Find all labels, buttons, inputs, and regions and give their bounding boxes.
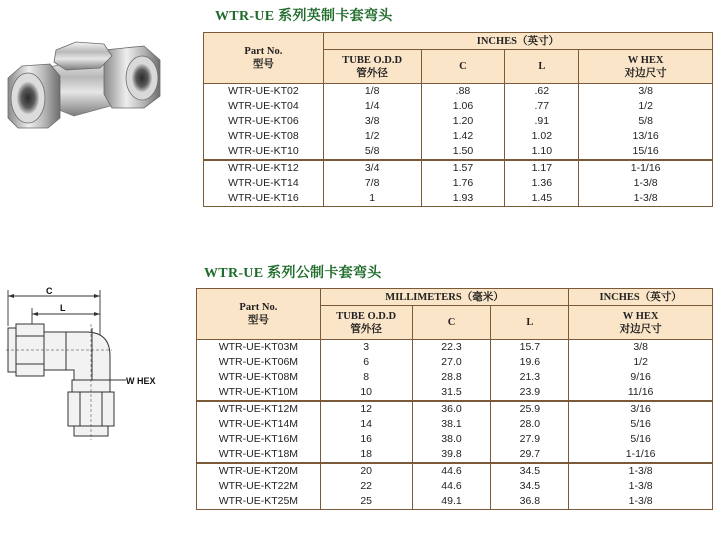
table-row — [197, 355, 713, 370]
cell-l: 15.7 — [491, 340, 569, 356]
cell-c: 1.57 — [421, 160, 505, 176]
table-row — [197, 494, 713, 510]
header-tube-odd-cn: 管外径 — [350, 323, 382, 335]
header-tube-odd-en: TUBE O.D.D — [342, 54, 403, 66]
table-row — [204, 160, 713, 176]
drawing-label-w-hex: W HEX — [126, 376, 156, 386]
cell-part: WTR-UE-KT06M — [197, 355, 321, 370]
cell-part: WTR-UE-KT08 — [204, 129, 324, 144]
cell-l: 36.8 — [491, 494, 569, 510]
cell-tube: 12 — [320, 401, 412, 417]
table-row — [197, 385, 713, 401]
cell-hex: 3/16 — [569, 401, 713, 417]
cell-hex: 1-3/8 — [569, 463, 713, 479]
cell-c: 38.0 — [412, 432, 491, 447]
table-row — [197, 370, 713, 385]
cell-part: WTR-UE-KT14M — [197, 417, 321, 432]
cell-hex: 1-3/8 — [569, 479, 713, 494]
cell-part: WTR-UE-KT18M — [197, 447, 321, 463]
table-row — [197, 340, 713, 356]
cell-l: 1.10 — [505, 144, 579, 160]
header-tube-odd — [323, 50, 421, 84]
cell-l: 19.6 — [491, 355, 569, 370]
header-part-no-en: Part No. — [244, 46, 283, 57]
cell-l: 21.3 — [491, 370, 569, 385]
cell-tube: 14 — [320, 417, 412, 432]
cell-part: WTR-UE-KT14 — [204, 176, 324, 191]
cell-part: WTR-UE-KT25M — [197, 494, 321, 510]
header-l: L — [505, 50, 579, 84]
cell-part: WTR-UE-KT16M — [197, 432, 321, 447]
header-part-no-cn: 型号 — [252, 59, 274, 70]
cell-hex: 1-3/8 — [579, 191, 713, 207]
table-row — [204, 191, 713, 207]
cell-c: 39.8 — [412, 447, 491, 463]
table-row — [204, 129, 713, 144]
cell-c: 27.0 — [412, 355, 491, 370]
cell-l: 29.7 — [491, 447, 569, 463]
header-w-hex-cn: 对边尺寸 — [619, 323, 662, 335]
cell-l: 25.9 — [491, 401, 569, 417]
header-w-hex-cn: 对边尺寸 — [624, 67, 667, 79]
imperial-section-title: WTR-UE 系列英制卡套弯头 — [215, 9, 393, 24]
header-w-hex — [579, 50, 713, 84]
cell-hex: 1/2 — [569, 355, 713, 370]
header-part-no-cn: 型号 — [247, 315, 269, 326]
cell-c: .88 — [421, 84, 505, 100]
cell-c: 49.1 — [412, 494, 491, 510]
cell-hex: 1/2 — [579, 99, 713, 114]
cell-part: WTR-UE-KT16 — [204, 191, 324, 207]
header-inches-group: INCHES（英寸） — [323, 33, 712, 50]
cell-hex: 1-3/8 — [579, 176, 713, 191]
cell-part: WTR-UE-KT04 — [204, 99, 324, 114]
table-row — [204, 144, 713, 160]
cell-tube: 6 — [320, 355, 412, 370]
cell-tube: 22 — [320, 479, 412, 494]
cell-tube: 20 — [320, 463, 412, 479]
header-w-hex — [569, 306, 713, 340]
header-c: C — [412, 306, 491, 340]
cell-part: WTR-UE-KT02 — [204, 84, 324, 100]
cell-part: WTR-UE-KT03M — [197, 340, 321, 356]
cell-hex: 13/16 — [579, 129, 713, 144]
cell-hex: 1-3/8 — [569, 494, 713, 510]
header-part-no — [204, 33, 324, 84]
cell-l: 28.0 — [491, 417, 569, 432]
cell-l: .77 — [505, 99, 579, 114]
metric-section-title: WTR-UE 系列公制卡套弯头 — [204, 266, 382, 281]
header-tube-odd — [320, 306, 412, 340]
cell-tube: 1/2 — [323, 129, 421, 144]
header-tube-odd-en: TUBE O.D.D — [336, 310, 397, 322]
cell-tube: 8 — [320, 370, 412, 385]
header-w-hex-en: W HEX — [622, 310, 659, 322]
header-c: C — [421, 50, 505, 84]
metric-spec-table — [196, 288, 713, 510]
header-inches-group: INCHES（英寸） — [569, 289, 713, 306]
cell-l: 34.5 — [491, 463, 569, 479]
cell-l: .62 — [505, 84, 579, 100]
header-part-no — [197, 289, 321, 340]
header-millimeters-group: MILLIMETERS（毫米） — [320, 289, 569, 306]
cell-tube: 25 — [320, 494, 412, 510]
cell-l: 1.36 — [505, 176, 579, 191]
cell-part: WTR-UE-KT12 — [204, 160, 324, 176]
cell-l: 23.9 — [491, 385, 569, 401]
cell-c: 22.3 — [412, 340, 491, 356]
cell-c: 1.20 — [421, 114, 505, 129]
table-row — [197, 463, 713, 479]
cell-part: WTR-UE-KT10 — [204, 144, 324, 160]
cell-c: 31.5 — [412, 385, 491, 401]
header-part-no-en: Part No. — [239, 302, 278, 313]
drawing-label-l: L — [60, 303, 66, 313]
cell-part: WTR-UE-KT08M — [197, 370, 321, 385]
cell-c: 38.1 — [412, 417, 491, 432]
table-row — [197, 432, 713, 447]
cell-c: 44.6 — [412, 479, 491, 494]
header-tube-odd-cn: 管外径 — [356, 67, 388, 79]
cell-c: 36.0 — [412, 401, 491, 417]
cell-tube: 3/4 — [323, 160, 421, 176]
cell-tube: 7/8 — [323, 176, 421, 191]
cell-tube: 3/8 — [323, 114, 421, 129]
cell-hex: 1-1/16 — [569, 447, 713, 463]
table-row — [204, 114, 713, 129]
table-row — [197, 401, 713, 417]
cell-tube: 1 — [323, 191, 421, 207]
cell-c: 1.06 — [421, 99, 505, 114]
cell-c: 1.76 — [421, 176, 505, 191]
cell-hex: 3/8 — [569, 340, 713, 356]
imperial-spec-table — [203, 32, 713, 207]
cell-tube: 16 — [320, 432, 412, 447]
cell-tube: 1/4 — [323, 99, 421, 114]
cell-hex: 5/16 — [569, 417, 713, 432]
table-row — [204, 176, 713, 191]
cell-tube: 5/8 — [323, 144, 421, 160]
cell-l: .91 — [505, 114, 579, 129]
cell-part: WTR-UE-KT06 — [204, 114, 324, 129]
cell-l: 1.17 — [505, 160, 579, 176]
cell-hex: 1-1/16 — [579, 160, 713, 176]
header-w-hex-en: W HEX — [627, 54, 664, 66]
cell-part: WTR-UE-KT10M — [197, 385, 321, 401]
union-elbow-photo — [4, 38, 168, 134]
cell-l: 1.45 — [505, 191, 579, 207]
cell-tube: 3 — [320, 340, 412, 356]
cell-c: 1.50 — [421, 144, 505, 160]
cell-c: 1.93 — [421, 191, 505, 207]
cell-hex: 3/8 — [579, 84, 713, 100]
cell-l: 27.9 — [491, 432, 569, 447]
cell-tube: 18 — [320, 447, 412, 463]
cell-l: 34.5 — [491, 479, 569, 494]
cell-tube: 1/8 — [323, 84, 421, 100]
cell-c: 1.42 — [421, 129, 505, 144]
cell-hex: 5/8 — [579, 114, 713, 129]
cell-part: WTR-UE-KT20M — [197, 463, 321, 479]
elbow-dimension-drawing — [2, 284, 198, 460]
cell-tube: 10 — [320, 385, 412, 401]
cell-hex: 5/16 — [569, 432, 713, 447]
cell-l: 1.02 — [505, 129, 579, 144]
cell-c: 28.8 — [412, 370, 491, 385]
cell-part: WTR-UE-KT22M — [197, 479, 321, 494]
cell-hex: 15/16 — [579, 144, 713, 160]
table-row — [197, 447, 713, 463]
cell-part: WTR-UE-KT12M — [197, 401, 321, 417]
drawing-label-c: C — [46, 286, 53, 296]
table-row — [204, 84, 713, 100]
table-row — [197, 479, 713, 494]
cell-c: 44.6 — [412, 463, 491, 479]
cell-hex: 9/16 — [569, 370, 713, 385]
header-l: L — [491, 306, 569, 340]
table-row — [197, 417, 713, 432]
cell-hex: 11/16 — [569, 385, 713, 401]
table-row — [204, 99, 713, 114]
